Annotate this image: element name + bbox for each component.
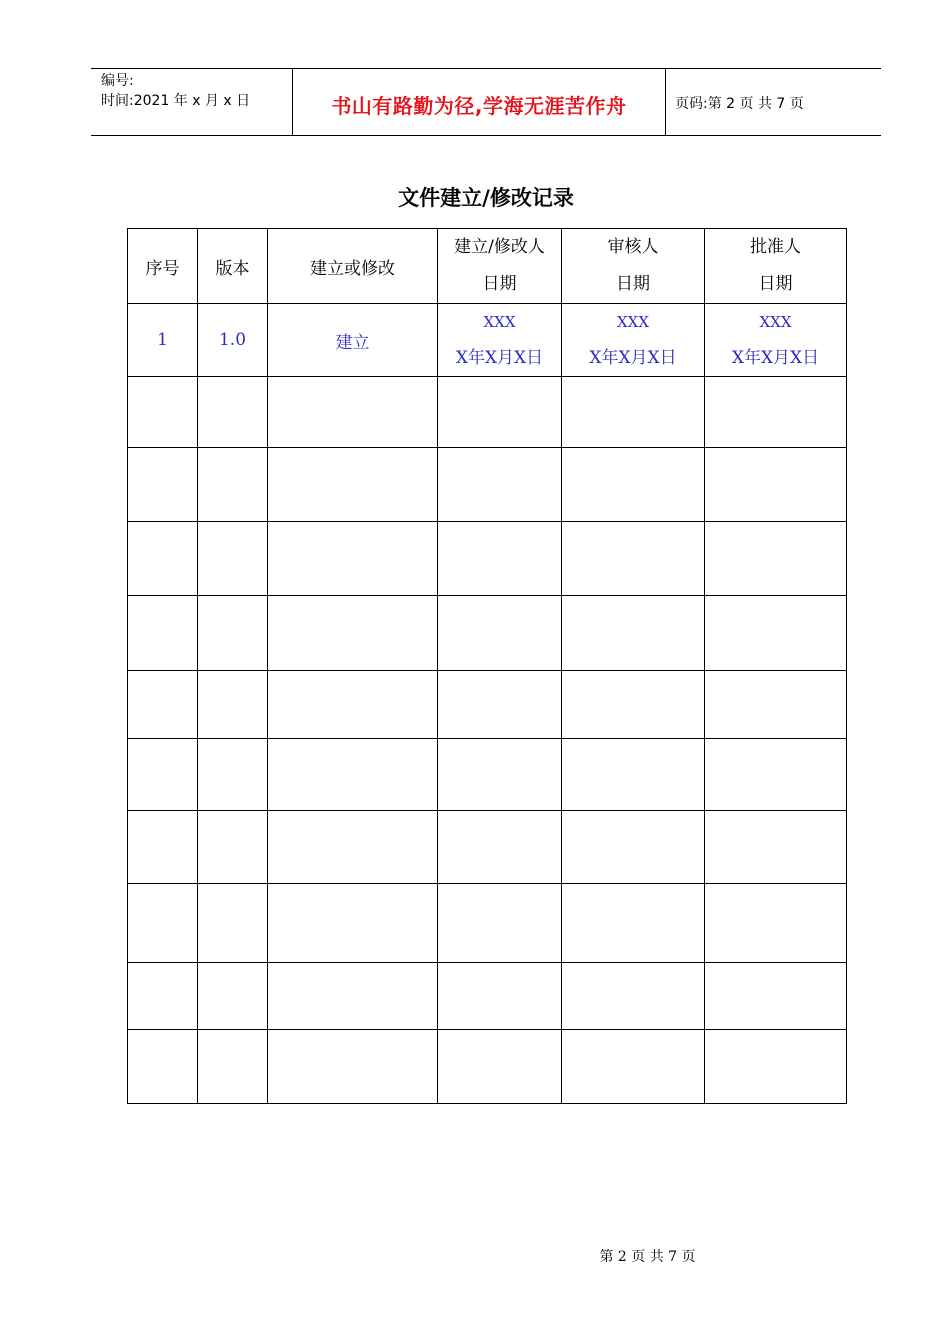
header-approver-date: 日期 [758, 274, 793, 294]
cell-author [438, 304, 562, 377]
table-cell-empty [438, 963, 562, 1030]
table-cell-empty [198, 596, 268, 671]
table-row-empty [128, 739, 847, 811]
table-cell-empty [198, 448, 268, 522]
revision-record-table [127, 228, 847, 1104]
header-seq: 序号 [128, 229, 198, 304]
table-cell-empty [128, 811, 198, 884]
table-cell-empty [562, 884, 705, 963]
table-cell-empty [562, 522, 705, 596]
header-version: 版本 [198, 229, 268, 304]
table-cell-empty [562, 448, 705, 522]
table-cell-empty [562, 1030, 705, 1104]
table-cell-empty [268, 739, 438, 811]
table-cell-empty [438, 596, 562, 671]
header-bottom-rule [91, 135, 881, 136]
cell-reviewer [562, 304, 705, 377]
table-cell-empty [705, 596, 847, 671]
table-row-empty [128, 377, 847, 448]
table-cell-empty [128, 739, 198, 811]
table-cell-empty [268, 596, 438, 671]
table-cell-empty [562, 377, 705, 448]
cell-approver-name: XXX [759, 313, 792, 331]
table-cell-empty [705, 377, 847, 448]
header-approver [705, 229, 847, 304]
cell-author-name: XXX [483, 313, 516, 331]
table-cell-empty [562, 811, 705, 884]
table-cell-empty [562, 739, 705, 811]
table-row-empty [128, 596, 847, 671]
cell-seq: 1 [128, 304, 198, 377]
table-cell-empty [198, 811, 268, 884]
table-cell-empty [705, 884, 847, 963]
cell-action: 建立 [268, 304, 438, 377]
header-motto: 书山有路勤为径,学海无涯苦作舟 [331, 94, 627, 118]
table-cell-empty [268, 884, 438, 963]
cell-approver-date: X年X月X日 [731, 348, 820, 368]
header-author-date: 日期 [482, 274, 517, 294]
table-cell-empty [268, 522, 438, 596]
header-reviewer-title: 审核人 [607, 237, 659, 257]
table-row-empty [128, 448, 847, 522]
table-cell-empty [562, 963, 705, 1030]
table-cell-empty [705, 963, 847, 1030]
header-reviewer-date: 日期 [616, 274, 650, 294]
table-cell-empty [705, 522, 847, 596]
header-action: 建立或修改 [268, 229, 438, 304]
table-row-empty [128, 522, 847, 596]
cell-version: 1.0 [198, 304, 268, 377]
table-row-empty [128, 811, 847, 884]
table-cell-empty [438, 739, 562, 811]
cell-approver [705, 304, 847, 377]
table-cell-empty [268, 671, 438, 739]
table-cell-empty [128, 377, 198, 448]
document-time-label: 时间:2021 年 x 月 x 日 [101, 93, 251, 109]
table-row-empty [128, 963, 847, 1030]
table-cell-empty [268, 963, 438, 1030]
table-row-empty [128, 671, 847, 739]
table-cell-empty [198, 671, 268, 739]
table-cell-empty [198, 377, 268, 448]
cell-author-date: X年X月X日 [455, 348, 544, 368]
document-title: 文件建立/修改记录 [398, 186, 574, 210]
table-cell-empty [198, 1030, 268, 1104]
table-cell-empty [268, 377, 438, 448]
table-cell-empty [128, 522, 198, 596]
table-cell-empty [438, 448, 562, 522]
table-cell-empty [705, 739, 847, 811]
header-approver-title: 批准人 [750, 237, 801, 257]
table-cell-empty [438, 522, 562, 596]
table-cell-empty [128, 448, 198, 522]
header-reviewer [562, 229, 705, 304]
table-cell-empty [268, 811, 438, 884]
table-cell-empty [438, 671, 562, 739]
table-cell-empty [268, 1030, 438, 1104]
table-cell-empty [562, 671, 705, 739]
table-header-row [128, 229, 847, 304]
table-cell-empty [438, 811, 562, 884]
page-footer: 第 2 页 共 7 页 [599, 1249, 696, 1265]
table-cell-empty [705, 1030, 847, 1104]
table-cell-empty [198, 522, 268, 596]
header-meta [101, 71, 250, 111]
table-cell-empty [128, 884, 198, 963]
table-cell-empty [128, 963, 198, 1030]
cell-reviewer-date: X年X月X日 [589, 348, 677, 368]
table-cell-empty [198, 739, 268, 811]
table-row-empty [128, 1030, 847, 1104]
table-cell-empty [128, 1030, 198, 1104]
table-cell-empty [198, 963, 268, 1030]
table-cell-empty [268, 448, 438, 522]
table-cell-empty [705, 448, 847, 522]
table-cell-empty [705, 671, 847, 739]
table-row-empty [128, 884, 847, 963]
header-page-label: 页码:第 2 页 共 7 页 [675, 96, 804, 112]
document-number-label: 编号: [101, 73, 134, 89]
table-row [128, 304, 847, 377]
table-cell-empty [128, 596, 198, 671]
header-author-title: 建立/修改人 [454, 237, 545, 257]
header-author [438, 229, 562, 304]
cell-reviewer-name: XXX [616, 313, 650, 331]
table-cell-empty [198, 884, 268, 963]
table-cell-empty [128, 671, 198, 739]
table-cell-empty [705, 811, 847, 884]
header-top-rule [91, 68, 881, 69]
table-cell-empty [562, 596, 705, 671]
table-cell-empty [438, 884, 562, 963]
header-divider-right [665, 68, 666, 136]
table-cell-empty [438, 1030, 562, 1104]
table-cell-empty [438, 377, 562, 448]
